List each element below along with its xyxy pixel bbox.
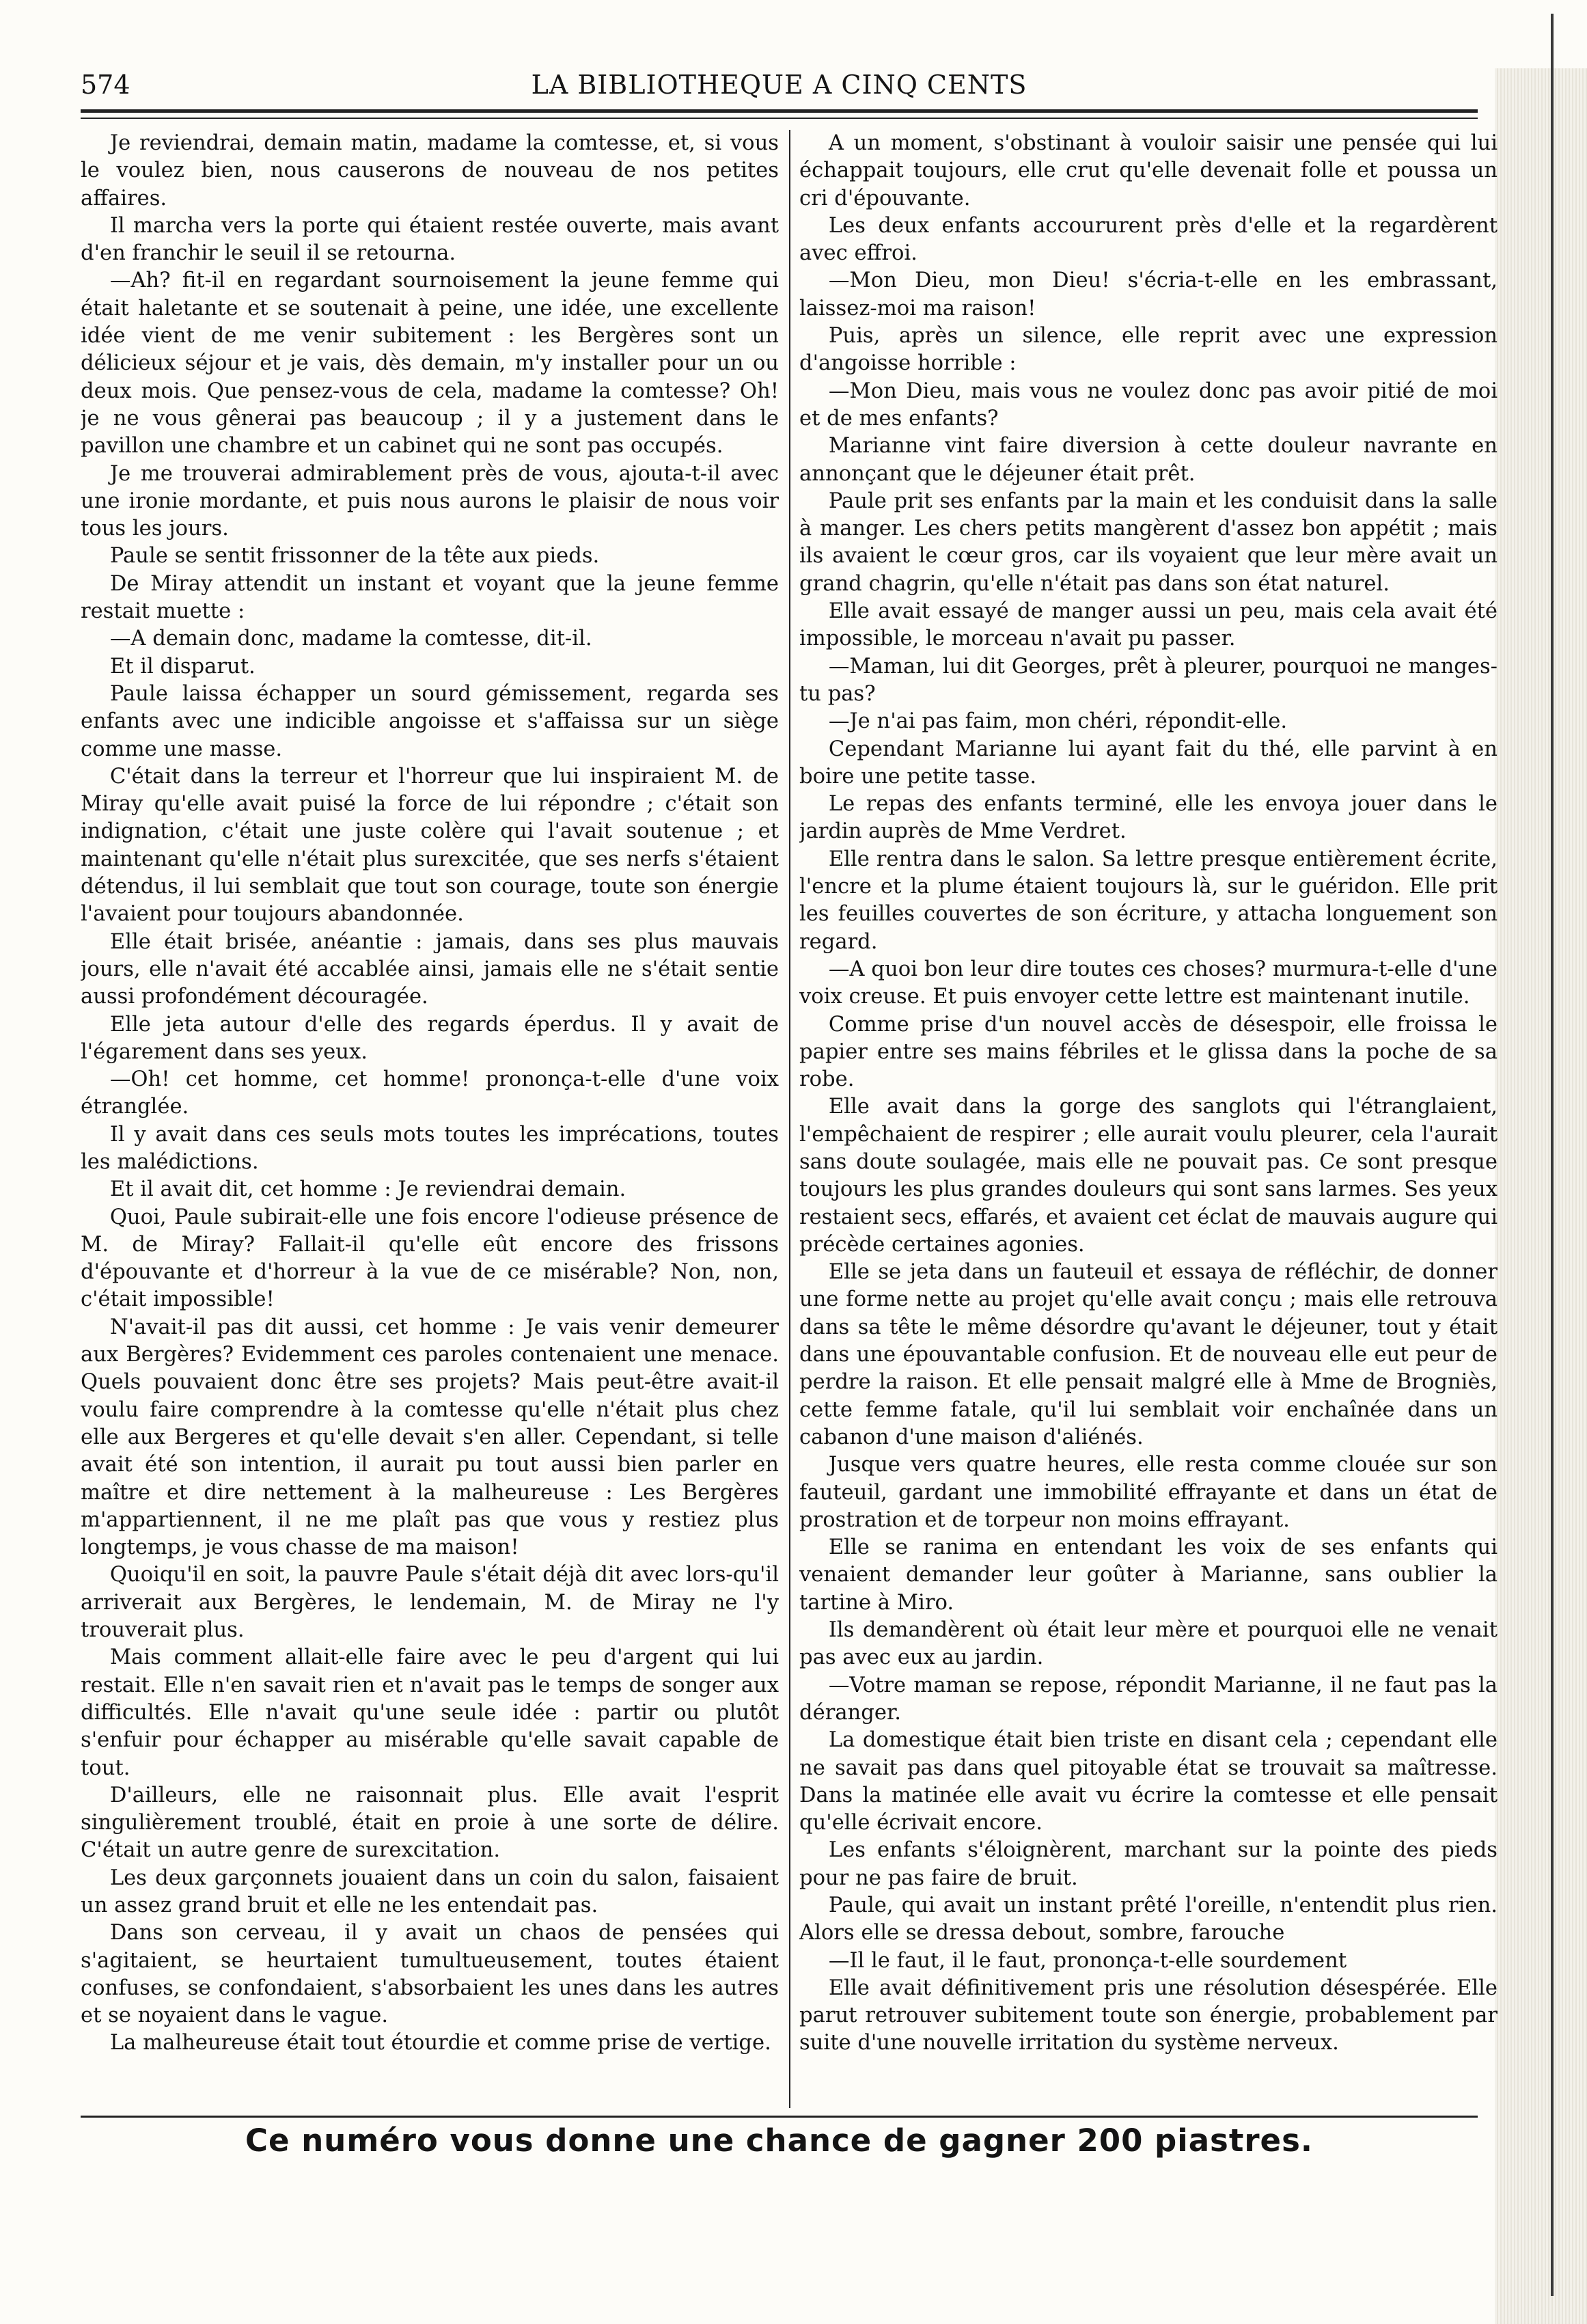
paragraph: Et il disparut. [109, 654, 256, 679]
paragraph: —Je n'ai pas faim, mon chéri, répondit-elle. [828, 709, 1288, 734]
paragraph: —Mon Dieu, mon Dieu! s'écria-t-elle en les embrassant, laissez-moi ma raison! [799, 269, 1498, 320]
paragraph: La malheureuse était tout étourdie et comme prise de vertige. [109, 2031, 771, 2055]
paragraph: Comme prise d'un nouvel accès de désespoir, elle froissa le papier entre ses mains fébriles et le glissa dans la poche de sa robe. [799, 1012, 1498, 1092]
paragraph: Paule prit ses enfants par la main et les conduisit dans la salle à manger. Les chers petits mangèrent d'assez bon appétit ; mais ils avaient le cœur gros, car ils voyaient que leur mère avait un grand chagrin, qu'elle n'était pas dans son état naturel. [799, 489, 1498, 596]
paragraph: Elle était brisée, anéantie : jamais, dans ses plus mauvais jours, elle n'avait été accablée ainsi, jamais elle ne s'était sentie aussi profondément découragée. [81, 929, 779, 1009]
paragraph: Quoi, Paule subirait-elle une fois encore l'odieuse présence de M. de Miray? Fallait-il qu'elle eût encore des frissons d'épouvante et d'horreur à la vue de ce misérable? Non, non, c'était impossible! [81, 1205, 779, 1312]
paragraph: Les enfants s'éloignèrent, marchant sur la pointe des pieds pour ne pas faire de bruit. [799, 1838, 1498, 1890]
paragraph: A un moment, s'obstinant à vouloir saisir une pensée qui lui échappait toujours, elle crut qu'elle devenait folle et poussa un cri d'épouvante. [799, 131, 1498, 210]
column-divider [789, 130, 790, 2108]
header-rule-thick [81, 109, 1478, 113]
left-text-column [81, 130, 779, 2108]
paragraph: Dans son cerveau, il y avait un chaos de pensées qui s'agitaient, se heurtaient tumultueusement, toutes étaient confuses, se confondaient, s'absorbaient les unes dans les autres et se noyaient dans le vague. [81, 1921, 779, 2028]
paragraph: Elle rentra dans le salon. Sa lettre presque entièrement écrite, l'encre et la plume étaient toujours là, sur le guéridon. Elle prit les feuilles couvertes de son écriture, y attacha longuement son regard. [799, 847, 1498, 954]
paragraph: —Ah? fit-il en regardant sournoisement la jeune femme qui était haletante et se soutenait à peine, une idée, une excellente idée vient de me venir subitement : les Bergères sont un délicieux séjour et je vais, dès demain, m'y installer pour un ou deux mois. Que pensez-vous de cela, madame la comtesse? Oh! je ne vous gênerai pas beaucoup ; il y a justement dans le pavillon une chambre et un cabinet qui ne sont pas occupés. [81, 269, 779, 459]
paragraph: Les deux enfants accoururent près d'elle et la regardèrent avec effroi. [799, 213, 1498, 266]
right-text-column [799, 130, 1498, 2108]
paragraph: Elle se jeta dans un fauteuil et essaya de réfléchir, de donner une forme nette au projet qu'elle avait conçu ; mais elle retrouva dans sa tête le même désordre qu'avant le déjeuner, tout y était dans une épouvantable confusion. Et de nouveau elle eut peur de perdre la raison. Et elle pensait malgré elle à Mme de Brogniès, cette femme fatale, qu'il lui semblait voir enchaînée dans un cabanon d'une maison d'aliénés. [799, 1260, 1498, 1449]
header-rule-thin [81, 118, 1478, 119]
paragraph: —A quoi bon leur dire toutes ces choses? murmura-t-elle d'une voix creuse. Et puis envoyer cette lettre est maintenant inutile. [799, 957, 1498, 1009]
footer-rule [81, 2116, 1478, 2118]
paragraph: Paule laissa échapper un sourd gémissement, regarda ses enfants avec une indicible angoisse et s'affaissa sur un siège comme une masse. [81, 681, 779, 761]
running-title: LA BIBLIOTHEQUE A CINQ CENTS [531, 70, 1027, 100]
paragraph: —Votre maman se repose, répondit Marianne, il ne faut pas la déranger. [799, 1673, 1498, 1725]
footer-notice: Ce numéro vous donne une chance de gagner 200 piastres. [245, 2122, 1313, 2159]
binding-edge-line [1551, 14, 1554, 2296]
paragraph: Je reviendrai, demain matin, madame la comtesse, et, si vous le voulez bien, nous causerons de nouveau de nos petites affaires. [81, 131, 779, 210]
paragraph: Marianne vint faire diversion à cette douleur navrante en annonçant que le déjeuner était prêt. [799, 434, 1498, 486]
paragraph: De Miray attendit un instant et voyant que la jeune femme restait muette : [81, 571, 779, 624]
paragraph: —Mon Dieu, mais vous ne voulez donc pas avoir pitié de moi et de mes enfants? [799, 379, 1498, 430]
paragraph: Mais comment allait-elle faire avec le peu d'argent qui lui restait. Elle n'en savait rien et n'avait pas le temps de songer aux difficultés. Elle n'avait qu'une seule idée : partir ou plutôt s'enfuir pour échapper au misérable qu'elle savait capable de tout. [81, 1645, 779, 1780]
paragraph: Jusque vers quatre heures, elle resta comme clouée sur son fauteuil, gardant une immobilité effrayante et dans un état de prostration et de torpeur non moins effrayant. [799, 1453, 1498, 1532]
paragraph: C'était dans la terreur et l'horreur que lui inspiraient M. de Miray qu'elle avait puisé la force de lui répondre ; c'était son indignation, c'était une juste colère qui l'avait soutenue ; et maintenant qu'elle n'était plus surexcitée, que ses nerfs s'étaient détendus, il lui semblait que tout son courage, toute son énergie l'avaient pour toujours abandonnée. [81, 764, 779, 927]
paragraph: Je me trouverai admirablement près de vous, ajouta-t-il avec une ironie mordante, et puis nous aurons le plaisir de nous voir tous les jours. [81, 461, 779, 541]
paragraph: Puis, après un silence, elle reprit avec une expression d'angoisse horrible : [799, 324, 1498, 376]
paragraph: Cependant Marianne lui ayant fait du thé, elle parvint à en boire une petite tasse. [799, 737, 1498, 789]
paragraph: Ils demandèrent où était leur mère et pourquoi elle ne venait pas avec eux au jardin. [799, 1618, 1498, 1670]
paragraph: —Il le faut, il le faut, prononça-t-elle sourdement [828, 1948, 1347, 1973]
paragraph: Elle avait essayé de manger aussi un peu, mais cela avait été impossible, le morceau n'avait pu passer. [799, 599, 1498, 651]
paragraph: Elle avait définitivement pris une résolution désespérée. Elle parut retrouver subitement toute son énergie, probablement par suite d'une nouvelle irritation du système nerveux. [799, 1976, 1498, 2055]
page-number: 574 [81, 70, 130, 100]
paragraph: La domestique était bien triste en disant cela ; cependant elle ne savait pas dans quel pitoyable état se trouvait sa maîtresse. Dans la matinée elle avait vu écrire la comtesse et elle pensait qu'elle écrivait encore. [799, 1728, 1498, 1835]
paragraph: N'avait-il pas dit aussi, cet homme : Je vais venir demeurer aux Bergères? Evidemment ces paroles contenaient une menace. Quels pouvaient donc être ses projets? Mais peut-être avait-il voulu faire comprendre à la comtesse qu'elle n'était plus chez elle aux Bergeres et qu'elle devait s'en aller. Cependant, si telle avait été son intention, il aurait pu tout aussi bien parler en maître et dire nettement à la malheureuse : Les Bergères m'appartiennent, il ne me plaît pas que vous y restiez plus longtemps, je vous chasse de ma maison! [81, 1315, 779, 1560]
paragraph: Elle jeta autour d'elle des regards éperdus. Il y avait de l'égarement dans ses yeux. [81, 1012, 779, 1064]
paragraph: Paule se sentit frissonner de la tête aux pieds. [109, 544, 600, 569]
page-header [81, 67, 1478, 105]
paragraph: Elle se ranima en entendant les voix de ses enfants qui venaient demander leur goûter à Marianne, sans oublier la tartine à Miro. [799, 1535, 1498, 1615]
paragraph: —A demain donc, madame la comtesse, dit-il. [109, 627, 592, 651]
paragraph: Il marcha vers la porte qui étaient restée ouverte, mais avant d'en franchir le seuil il se retourna. [81, 213, 779, 266]
paragraph: Quoiqu'il en soit, la pauvre Paule s'était déjà dit avec lors-qu'il arriverait aux Bergères, le lendemain, M. de Miray ne l'y trouverait plus. [81, 1563, 779, 1643]
page-edge-margin [1495, 68, 1587, 2324]
paragraph: Elle avait dans la gorge des sanglots qui l'étranglaient, l'empêchaient de respirer ; elle aurait voulu pleurer, cela l'aurait sans doute soulagée, mais elle ne pouvait pas. Ce sont presque toujours les plus grandes douleurs qui sont sans larmes. Ses yeux restaient secs, effarés, et avaient cet éclat de mauvais augure qui précède certaines agonies. [799, 1095, 1498, 1257]
paragraph: Paule, qui avait un instant prêté l'oreille, n'entendit plus rien. Alors elle se dressa debout, sombre, farouche [799, 1894, 1498, 1945]
paragraph: —Oh! cet homme, cet homme! prononça-t-elle d'une voix étranglée. [81, 1067, 779, 1119]
paragraph: —Maman, lui dit Georges, prêt à pleurer, pourquoi ne manges-tu pas? [799, 654, 1498, 706]
paragraph: Les deux garçonnets jouaient dans un coin du salon, faisaient un assez grand bruit et elle ne les entendait pas. [81, 1865, 779, 1917]
paragraph: Le repas des enfants terminé, elle les envoya jouer dans le jardin auprès de Mme Verdret. [799, 792, 1498, 844]
paragraph: D'ailleurs, elle ne raisonnait plus. Elle avait l'esprit singulièrement troublé, était en proie à une sorte de délire. C'était un autre genre de surexcitation. [81, 1783, 779, 1863]
paragraph: Il y avait dans ces seuls mots toutes les imprécations, toutes les malédictions. [81, 1122, 779, 1174]
paragraph: Et il avait dit, cet homme : Je reviendrai demain. [109, 1177, 626, 1202]
